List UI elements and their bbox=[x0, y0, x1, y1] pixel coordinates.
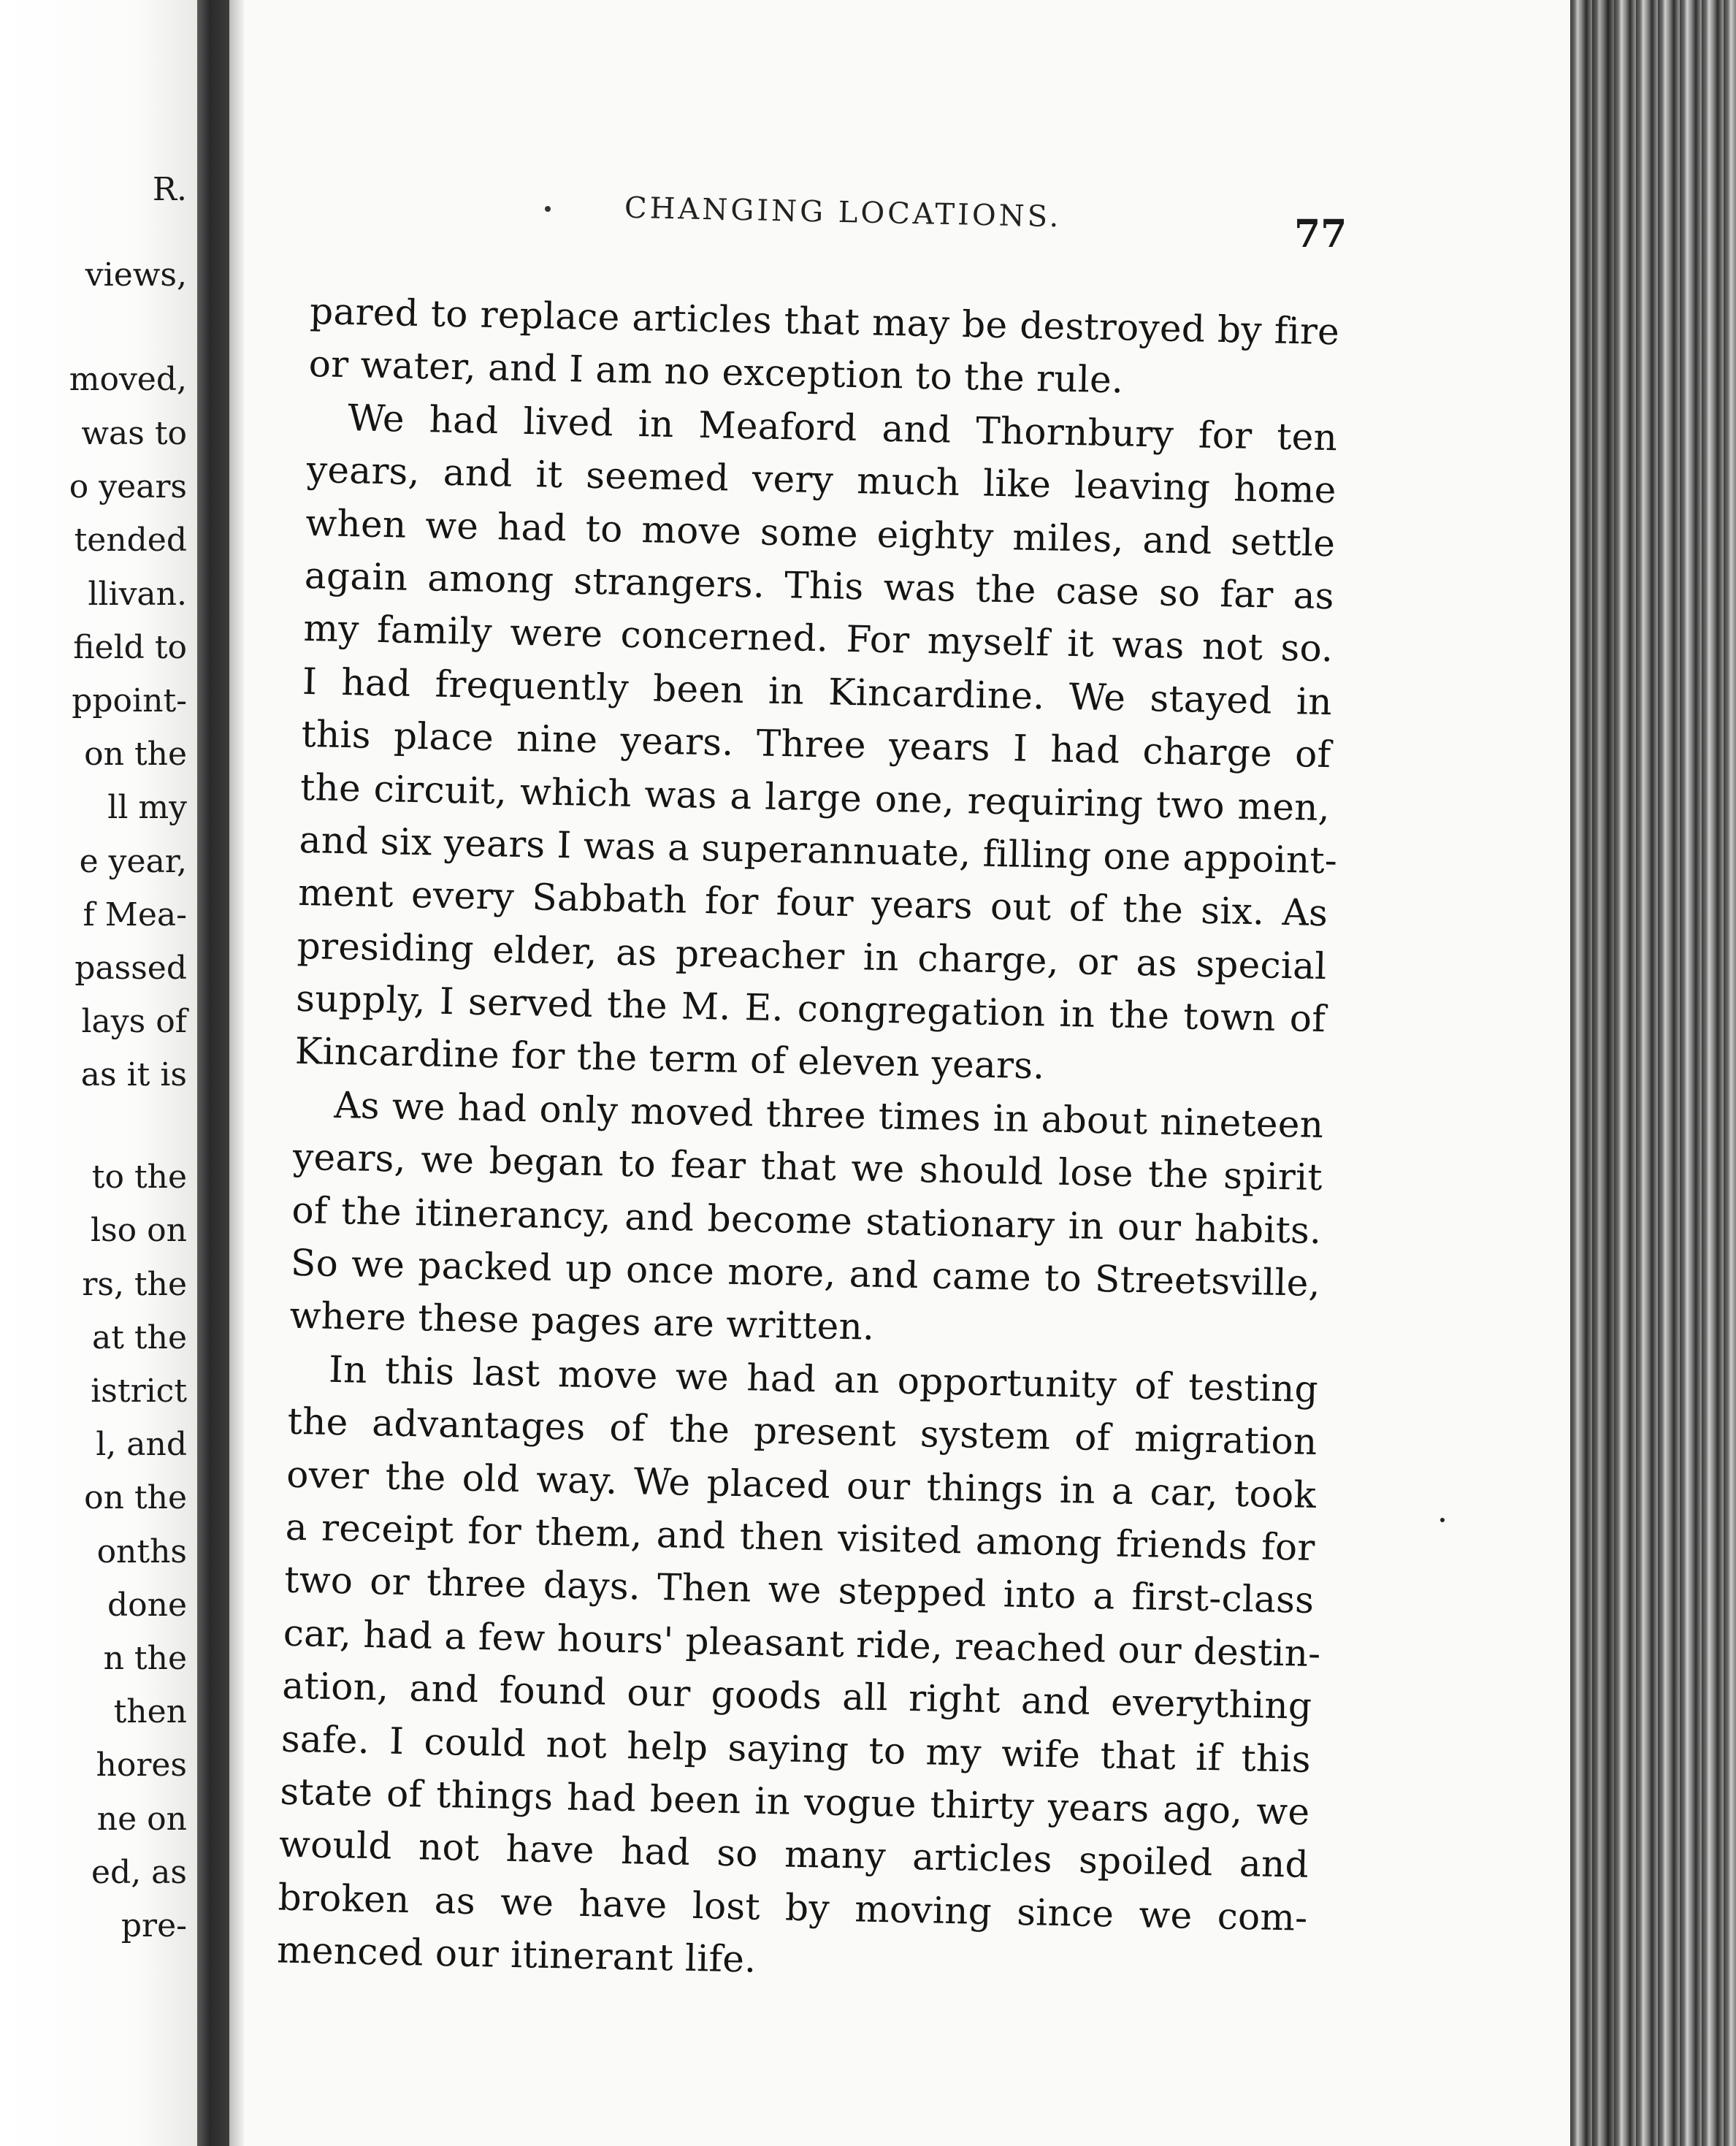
text-line: state of things had been in vogue thirty years ago, we bbox=[280, 1770, 1310, 1833]
text-line: car, had a few hours' pleasant ride, reached our destin- bbox=[283, 1611, 1322, 1675]
left-facing-page bbox=[0, 0, 197, 2146]
left-page-line: done bbox=[107, 1586, 187, 1624]
text-line: the advantages of the present system of migration bbox=[287, 1400, 1318, 1464]
left-page-line: tended bbox=[74, 522, 187, 559]
text-line: and six years I was a superannuate, filling one appoint- bbox=[299, 818, 1338, 882]
left-page-line: then bbox=[113, 1693, 187, 1730]
gutter-shadow bbox=[229, 0, 244, 2146]
left-page-line: at the bbox=[92, 1319, 187, 1356]
text-line: pared to replace articles that may be destroyed by fire bbox=[309, 289, 1340, 354]
text-line: In this last move we had an opportunity of testing bbox=[328, 1348, 1319, 1410]
text-line: of the itinerancy, and become stationary in our habits. bbox=[291, 1188, 1322, 1252]
text-line: over the old way. We placed our things in a car, took bbox=[286, 1453, 1317, 1516]
text-line: again among strangers. This was the case so far as bbox=[304, 554, 1335, 618]
left-page-line: ne on bbox=[96, 1801, 187, 1838]
text-line: two or three days. Then we stepped into a first-class bbox=[283, 1559, 1315, 1622]
left-page-line: lays of bbox=[81, 1003, 187, 1040]
left-page-line: hores bbox=[96, 1746, 187, 1784]
text-line: would not have had so many articles spoiled and bbox=[278, 1822, 1309, 1887]
left-page-line: on the bbox=[84, 736, 187, 773]
left-page-line: was to bbox=[81, 415, 187, 452]
text-line: my family were concerned. For myself it was not so. bbox=[302, 607, 1334, 671]
text-line: We had lived in Meaford and Thornbury for ten bbox=[347, 396, 1338, 459]
left-page-line: istrict bbox=[91, 1372, 187, 1410]
text-line: So we packed up once more, and came to Streetsville, bbox=[290, 1241, 1321, 1305]
text-line: broken as we have lost by moving since we com- bbox=[278, 1876, 1308, 1939]
left-page-line: l, and bbox=[96, 1426, 187, 1463]
text-line: supply, I served the M. E. congregation in the town of bbox=[295, 977, 1326, 1041]
book-gutter bbox=[197, 0, 229, 2146]
left-page-line: pre- bbox=[121, 1907, 187, 1944]
left-page-line: views, bbox=[85, 256, 187, 294]
text-line: menced our itinerant life. bbox=[276, 1928, 757, 1981]
left-page-line: as it is bbox=[80, 1056, 187, 1093]
left-page-line: passed bbox=[74, 950, 187, 987]
text-line: presiding elder, as preacher in charge, or as special bbox=[297, 924, 1328, 988]
running-head: CHANGING LOCATIONS. bbox=[624, 191, 1062, 234]
text-line: Kincardine for the term of eleven years. bbox=[294, 1030, 1046, 1088]
left-page-line: field to bbox=[73, 629, 187, 666]
left-page-line: ppoint- bbox=[72, 682, 187, 719]
text-line: ation, and found our goods all right and everything bbox=[281, 1664, 1312, 1728]
ink-speck bbox=[1440, 1518, 1445, 1522]
page-edge-shadow bbox=[1570, 0, 1614, 2146]
text-line: safe. I could not help saying to my wife that if this bbox=[280, 1717, 1312, 1781]
text-line: As we had only moved three times in about nineteen bbox=[333, 1083, 1324, 1146]
page-number: 77 bbox=[1294, 212, 1347, 256]
left-page-line: to the bbox=[91, 1158, 187, 1196]
text-line: years, and it seemed very much like leaving home bbox=[306, 448, 1337, 512]
left-page-line: ll my bbox=[107, 789, 187, 826]
text-line: I had frequently been in Kincardine. We stayed in bbox=[302, 660, 1333, 723]
left-page-line: ed, as bbox=[91, 1854, 187, 1891]
ink-dot bbox=[545, 206, 551, 212]
text-line: this place nine years. Three years I had charge of bbox=[301, 713, 1331, 776]
text-line: years, we began to fear that we should lose the spirit bbox=[292, 1136, 1323, 1199]
body-text bbox=[277, 285, 1340, 1997]
text-line: where these pages are written. bbox=[289, 1294, 875, 1349]
text-line: ment every Sabbath for four years out of the six. As bbox=[297, 871, 1328, 935]
left-page-line: moved, bbox=[69, 361, 187, 398]
text-line: a receipt for them, and then visited among friends for bbox=[285, 1505, 1316, 1569]
left-page-line: o years bbox=[69, 468, 187, 505]
left-page-line: onths bbox=[96, 1533, 187, 1570]
text-line: the circuit, which was a large one, requiring two men, bbox=[299, 765, 1331, 829]
left-page-line: lso on bbox=[91, 1212, 187, 1249]
left-page-line: llivan. bbox=[88, 576, 187, 613]
text-line: or water, and I am no exception to the rule. bbox=[308, 343, 1124, 402]
left-page-line: on the bbox=[84, 1479, 187, 1516]
left-page-line: n the bbox=[103, 1640, 187, 1677]
left-page-line: f Mea- bbox=[83, 896, 187, 933]
text-line: when we had to move some eighty miles, and settle bbox=[305, 501, 1336, 565]
left-page-line: rs, the bbox=[82, 1266, 187, 1303]
left-page-line: e year, bbox=[79, 843, 187, 880]
left-page-line: R. bbox=[152, 171, 187, 208]
